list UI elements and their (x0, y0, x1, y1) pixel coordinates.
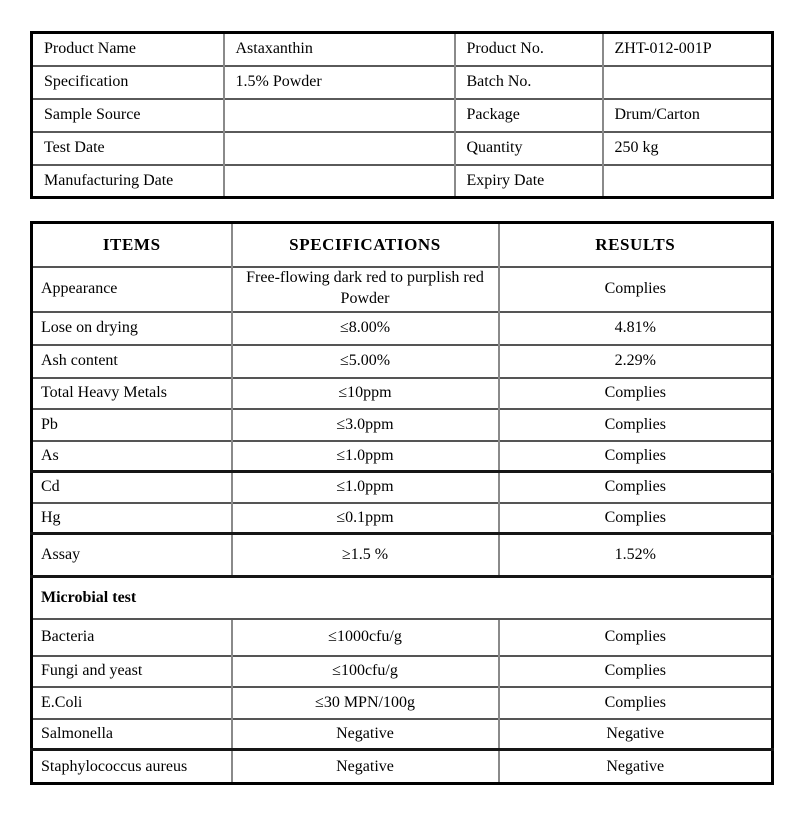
spec-row-fungi-and-yeast (32, 656, 773, 687)
item-cell: Assay (32, 534, 232, 577)
spec-row-appearance (32, 267, 773, 312)
spec-cell: ≤1000cfu/g (232, 619, 499, 656)
result-cell: Complies (499, 378, 773, 409)
info-label-expiry-date: Expiry Date (455, 165, 603, 198)
info-value-specification: 1.5% Powder (224, 66, 455, 99)
result-cell: Negative (499, 719, 773, 750)
result-cell: 2.29% (499, 345, 773, 378)
info-row-test-date (32, 132, 773, 165)
spec-cell: Negative (232, 719, 499, 750)
item-cell: E.Coli (32, 687, 232, 719)
result-cell: Complies (499, 656, 773, 687)
info-label-test-date: Test Date (32, 132, 224, 165)
info-label-product-name: Product Name (44, 40, 136, 58)
info-row-product-name (32, 33, 773, 66)
spec-row-assay (32, 534, 773, 577)
result-cell: Negative (499, 750, 773, 784)
spec-row-hg (32, 503, 773, 534)
info-value-product-name: Astaxanthin (224, 33, 455, 66)
result-cell: Complies (499, 441, 773, 472)
spec-row-bacteria (32, 619, 773, 656)
table-gap (30, 199, 771, 221)
result-cell: Complies (499, 687, 773, 719)
item-cell: Fungi and yeast (32, 656, 232, 687)
info-label-specification: Specification (32, 66, 224, 99)
item-cell: Lose on drying (32, 312, 232, 345)
spec-cell: ≤10ppm (232, 378, 499, 409)
item-cell: Staphylococcus aureus (32, 750, 232, 784)
spec-cell: ≤8.00% (232, 312, 499, 345)
header-specifications: SPECIFICATIONS (232, 223, 499, 267)
spec-cell: Negative (232, 750, 499, 784)
spec-row-as (32, 441, 773, 472)
spec-header-row (32, 223, 773, 267)
spec-row-cd (32, 472, 773, 503)
spec-row-ecoli (32, 687, 773, 719)
section-title: Microbial test (32, 577, 773, 619)
spec-section-microbial-test (32, 577, 773, 619)
info-value-package: Drum/Carton (603, 99, 773, 132)
info-value-expiry-date (603, 165, 773, 198)
info-label-manufacturing-date: Manufacturing Date (32, 165, 224, 198)
info-label-product-no: Product No. (455, 33, 603, 66)
spec-cell: ≤1.0ppm (232, 472, 499, 503)
info-value-manufacturing-date (224, 165, 455, 198)
info-label-quantity: Quantity (455, 132, 603, 165)
item-cell: Ash content (32, 345, 232, 378)
spec-row-lose-on-drying (32, 312, 773, 345)
info-row-specification (32, 66, 773, 99)
item-cell: As (32, 441, 232, 472)
spec-row-total-heavy-metals (32, 378, 773, 409)
spec-cell: ≤3.0ppm (232, 409, 499, 441)
result-cell: Complies (499, 409, 773, 441)
item-cell: Salmonella (32, 719, 232, 750)
item-cell: Appearance (32, 267, 232, 312)
spec-row-ash-content (32, 345, 773, 378)
spec-cell: ≤5.00% (232, 345, 499, 378)
info-value-sample-source (224, 99, 455, 132)
spec-row-staphylococcus-aureus (32, 750, 773, 784)
product-info-table (30, 31, 774, 199)
result-cell: Complies (499, 472, 773, 503)
info-row-sample-source (32, 99, 773, 132)
spec-cell: Free-flowing dark red to purplish red Powder (232, 267, 499, 312)
spec-cell: ≤0.1ppm (232, 503, 499, 534)
result-cell: 4.81% (499, 312, 773, 345)
result-cell: Complies (499, 619, 773, 656)
info-label-batch-no: Batch No. (455, 66, 603, 99)
item-cell: Pb (32, 409, 232, 441)
info-value-product-no: ZHT-012-001P (603, 33, 773, 66)
spec-cell: ≤100cfu/g (232, 656, 499, 687)
info-value-batch-no (603, 66, 773, 99)
item-cell: Total Heavy Metals (32, 378, 232, 409)
item-cell: Hg (32, 503, 232, 534)
info-label-package: Package (455, 99, 603, 132)
spec-row-salmonella (32, 719, 773, 750)
spec-row-pb (32, 409, 773, 441)
info-value-quantity: 250 kg (603, 132, 773, 165)
specification-table (30, 221, 774, 785)
header-items: ITEMS (102, 234, 161, 254)
result-cell: Complies (499, 503, 773, 534)
item-cell: Cd (32, 472, 232, 503)
info-value-test-date (224, 132, 455, 165)
info-label-sample-source: Sample Source (32, 99, 224, 132)
spec-cell: ≥1.5 % (232, 534, 499, 577)
header-results: RESULTS (499, 223, 773, 267)
result-cell: 1.52% (499, 534, 773, 577)
spec-cell: ≤30 MPN/100g (232, 687, 499, 719)
item-cell: Bacteria (32, 619, 232, 656)
result-cell: Complies (499, 267, 773, 312)
spec-cell: ≤1.0ppm (232, 441, 499, 472)
info-row-manufacturing-date (32, 165, 773, 198)
